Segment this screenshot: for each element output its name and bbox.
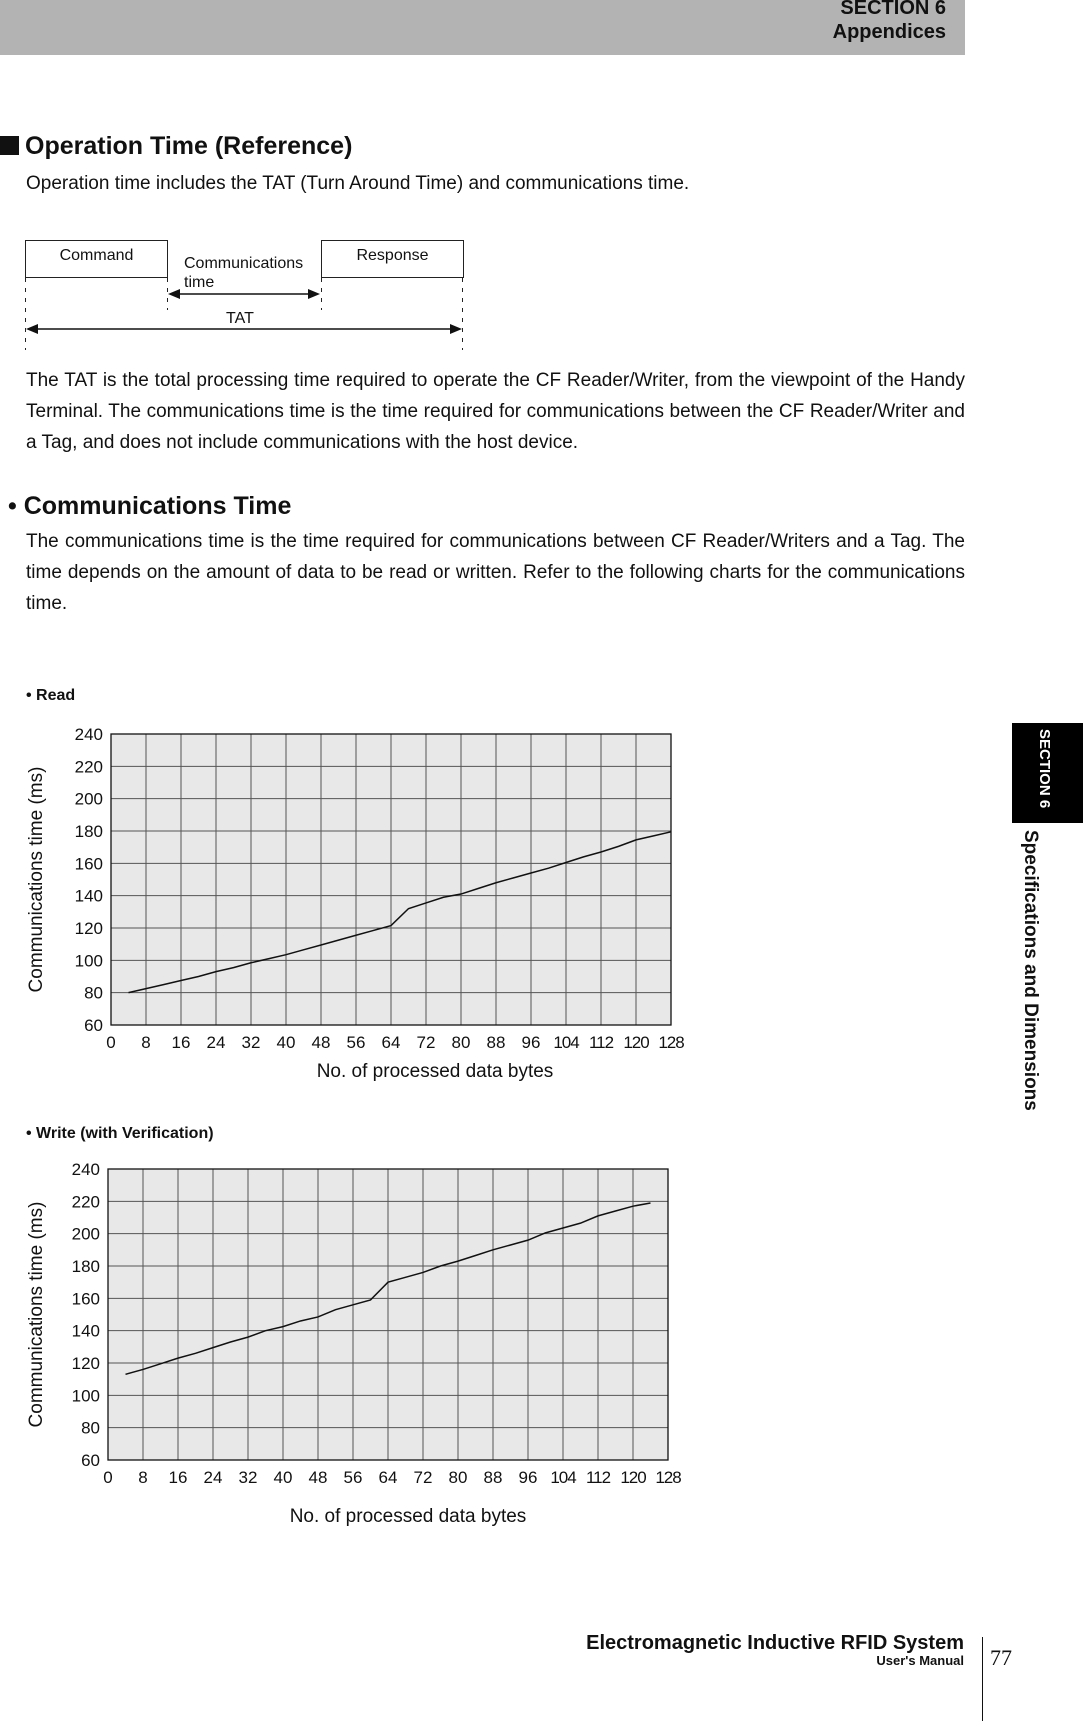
y-tick-label: 240	[74, 725, 103, 744]
x-tick-label: 0	[106, 1033, 116, 1052]
comm-time-label-line2: time	[184, 274, 215, 291]
x-tick-label: 104	[553, 1033, 579, 1052]
y-axis-title: Communications time (ms)	[26, 766, 47, 993]
y-tick-label: 240	[71, 1160, 100, 1179]
x-axis-title: No. of processed data bytes	[316, 1061, 554, 1082]
side-tab-section	[1012, 723, 1083, 823]
x-tick-label: 8	[138, 1468, 148, 1487]
square-bullet-icon	[0, 136, 19, 155]
x-tick-label: 24	[203, 1468, 223, 1487]
y-tick-label: 140	[71, 1321, 100, 1341]
y-axis-title: Communications time (ms)	[26, 1201, 47, 1428]
x-tick-label: 112	[588, 1033, 614, 1052]
x-tick-label: 64	[381, 1033, 401, 1052]
intro-text: Operation time includes the TAT (Turn Around Time) and communications time.	[26, 173, 690, 194]
response-box: Response	[321, 240, 464, 278]
x-tick-label: 16	[168, 1468, 188, 1487]
y-tick-label: 200	[71, 1224, 100, 1244]
y-tick-label: 220	[74, 757, 103, 777]
header-title: Appendices	[832, 21, 946, 43]
y-tick-label: 120	[74, 919, 103, 938]
x-tick-label: 0	[103, 1468, 113, 1487]
x-tick-label: 48	[311, 1033, 331, 1052]
x-tick-label: 128	[655, 1468, 681, 1487]
page-number: 77	[990, 1645, 1012, 1670]
x-tick-label: 104	[550, 1468, 576, 1487]
write-chart	[0, 1150, 720, 1530]
y-tick-label: 160	[74, 854, 103, 874]
x-tick-label: 32	[241, 1033, 261, 1052]
write-chart-title: • Write (with Verification)	[26, 1125, 214, 1142]
header-section: SECTION 6	[840, 0, 946, 19]
y-tick-label: 140	[74, 886, 103, 906]
timing-arrows	[0, 270, 480, 352]
command-box: Command	[25, 240, 168, 278]
section-header	[0, 0, 965, 55]
x-tick-label: 88	[483, 1468, 503, 1487]
x-tick-label: 120	[623, 1033, 649, 1052]
sub-title-text: Communications Time	[23, 492, 292, 520]
x-tick-label: 48	[308, 1468, 328, 1487]
footer-divider	[982, 1637, 983, 1721]
x-tick-label: 96	[518, 1468, 538, 1487]
y-tick-label: 80	[81, 1418, 100, 1438]
x-tick-label: 80	[451, 1033, 471, 1052]
read-chart-title: • Read	[26, 687, 76, 704]
side-tab-section-label: SECTION 6	[1036, 729, 1053, 809]
footer-title: Electromagnetic Inductive RFID System	[586, 1632, 964, 1654]
footer-subtitle: User's Manual	[876, 1653, 964, 1668]
side-tab-title: Specifications and Dimensions	[1020, 830, 1041, 1111]
y-tick-label: 160	[71, 1289, 100, 1309]
x-tick-label: 80	[448, 1468, 468, 1487]
tat-label: TAT	[226, 310, 254, 327]
x-tick-label: 72	[416, 1033, 436, 1052]
section-title-text: Operation Time (Reference)	[25, 132, 353, 160]
y-tick-label: 200	[74, 789, 103, 809]
x-axis-title: No. of processed data bytes	[289, 1506, 527, 1527]
y-tick-label: 100	[71, 1386, 100, 1406]
bullet-icon: •	[8, 492, 24, 520]
x-tick-label: 120	[620, 1468, 646, 1487]
x-tick-label: 40	[273, 1468, 293, 1487]
x-tick-label: 56	[343, 1468, 363, 1487]
sub-title	[8, 492, 291, 521]
x-tick-label: 40	[276, 1033, 296, 1052]
x-tick-label: 128	[658, 1033, 684, 1052]
x-tick-label: 24	[206, 1033, 226, 1052]
comm-time-label-line1: Communications	[184, 255, 304, 272]
x-tick-label: 32	[238, 1468, 258, 1487]
section-title	[0, 132, 352, 161]
y-tick-label: 80	[84, 983, 103, 1003]
tat-description: The TAT is the total processing time required to operate the CF Reader/Writer, from the viewpoint of the Handy Terminal. The communications time is the time required for communications between the CF Reader/Writer and a Tag, and does not include communications with the host device.	[26, 370, 965, 453]
y-tick-label: 60	[84, 1016, 103, 1035]
write-chart-title-text: Write (with Verification)	[36, 1125, 214, 1142]
read-chart-title-text: Read	[36, 687, 76, 704]
x-tick-label: 56	[346, 1033, 366, 1052]
y-tick-label: 120	[71, 1354, 100, 1373]
x-tick-label: 112	[585, 1468, 611, 1487]
y-tick-label: 60	[81, 1451, 100, 1470]
y-tick-label: 220	[71, 1192, 100, 1212]
footer	[586, 1632, 964, 1668]
comm-time-description: The communications time is the time required for communications between CF Reader/Writers and a Tag. The time depends on the amount of data to be read or written. Refer to the following charts for the communications time.	[26, 531, 965, 614]
x-tick-label: 88	[486, 1033, 506, 1052]
y-tick-label: 100	[74, 951, 103, 971]
y-tick-label: 180	[71, 1257, 100, 1276]
read-chart	[0, 715, 720, 1095]
x-tick-label: 96	[521, 1033, 541, 1052]
x-tick-label: 64	[378, 1468, 398, 1487]
x-tick-label: 16	[171, 1033, 191, 1052]
y-tick-label: 180	[74, 822, 103, 841]
x-tick-label: 72	[413, 1468, 433, 1487]
x-tick-label: 8	[141, 1033, 151, 1052]
